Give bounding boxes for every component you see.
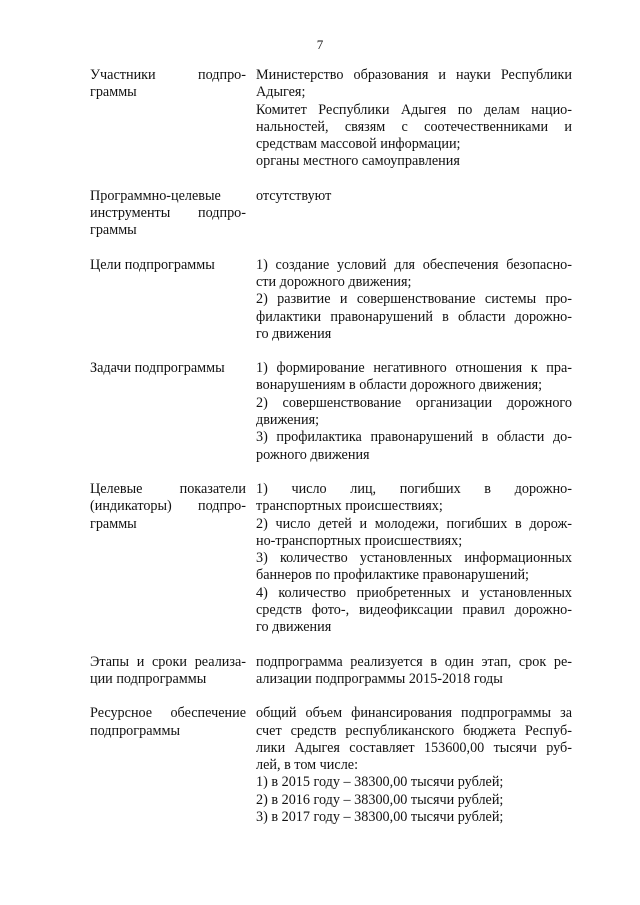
- row-label-line: Этапы и сроки реализа-: [90, 653, 246, 670]
- row-value: [256, 67, 572, 171]
- passport-row-participants: [90, 67, 572, 171]
- row-value-line: 4) количество приобретенных и установленных: [256, 584, 572, 601]
- row-value-line: рожного движения: [256, 446, 370, 463]
- row-value: [256, 360, 572, 464]
- row-value-line: подпрограмма реализуется в один этап, срок ре-: [256, 653, 572, 670]
- row-value-line: органы местного самоуправления: [256, 153, 460, 170]
- row-gap: [90, 171, 572, 188]
- row-value-line: 3) профилактика правонарушений в области до-: [256, 429, 572, 446]
- row-value-line: движения;: [256, 412, 320, 429]
- row-value-line: нальностей, связям с соотечественниками и: [256, 118, 572, 135]
- row-value-line: средств фото-, видеофиксации правил дорожно-: [256, 602, 572, 619]
- row-label-line: ции подпрограммы: [90, 670, 207, 687]
- row-value-line: Адыгея;: [256, 84, 306, 101]
- row-value-line: 2) развитие и совершенствование системы про-: [256, 291, 572, 308]
- row-gap: [90, 688, 572, 705]
- row-gap: [90, 637, 572, 654]
- row-label: [90, 188, 246, 240]
- subprogram-passport-table: [90, 67, 572, 826]
- row-label-line: Ресурсное обеспечение: [90, 705, 246, 722]
- row-value-line: но-транспортных происшествиях;: [256, 532, 463, 549]
- row-value: [256, 481, 572, 637]
- row-value: [256, 188, 572, 205]
- row-value: [256, 257, 572, 343]
- row-value-line: 2) совершенствование организации дорожного: [256, 394, 572, 411]
- row-label-line: Программно-целевые: [90, 187, 221, 204]
- row-label-line: Цели подпрограммы: [90, 256, 215, 273]
- row-value-line: 3) в 2017 году – 38300,00 тысячи рублей;: [256, 808, 504, 825]
- page-number: 7: [316, 37, 324, 52]
- row-value-line: отсутствуют: [256, 187, 332, 204]
- row-label-line: граммы: [90, 84, 137, 101]
- row-value-line: 3) количество установленных информационных: [256, 550, 572, 567]
- passport-row-stages-and-terms: [90, 654, 572, 689]
- row-label: [90, 360, 246, 377]
- row-gap: [90, 240, 572, 257]
- row-label: [90, 67, 246, 102]
- passport-row-resource-provision: [90, 705, 572, 826]
- row-gap: [90, 464, 572, 481]
- row-value-line: счет средств республиканского бюджета Респуб-: [256, 722, 572, 739]
- row-value-line: 2) число детей и молодежи, погибших в дорож-: [256, 515, 572, 532]
- row-label: [90, 257, 246, 274]
- row-label-line: граммы: [90, 222, 137, 239]
- row-value-line: 1) число лиц, погибших в дорожно-: [256, 480, 572, 497]
- passport-row-program-target-instruments: [90, 188, 572, 240]
- row-label-line: инструменты подпро-: [90, 205, 246, 222]
- row-value: [256, 654, 572, 689]
- row-value-line: 1) создание условий для обеспечения безопасно-: [256, 256, 572, 273]
- passport-row-target-indicators: [90, 481, 572, 637]
- row-value-line: сти дорожного движения;: [256, 273, 412, 290]
- row-value-line: филактики правонарушений в области дорожно-: [256, 308, 572, 325]
- row-value-line: лей, в том числе:: [256, 757, 359, 774]
- row-value-line: баннеров по профилактике правонарушений;: [256, 567, 529, 584]
- row-value-line: общий объем финансирования подпрограммы за: [256, 705, 572, 722]
- row-value-line: го движения: [256, 325, 332, 342]
- row-value-line: 1) в 2015 году – 38300,00 тысячи рублей;: [256, 774, 504, 791]
- row-label-line: Задачи подпрограммы: [90, 360, 225, 377]
- row-value-line: лики Адыгея составляет 153600,00 тысячи руб-: [256, 739, 572, 756]
- passport-row-tasks: [90, 360, 572, 464]
- row-label-line: (индикаторы) подпро-: [90, 498, 246, 515]
- row-label: [90, 705, 246, 740]
- row-value-line: ализации подпрограммы 2015-2018 годы: [256, 670, 503, 687]
- row-label-line: граммы: [90, 515, 137, 532]
- row-label-line: Участники подпро-: [90, 67, 246, 83]
- passport-row-goals: [90, 257, 572, 343]
- row-value-line: 1) формирование негативного отношения к пра-: [256, 360, 572, 377]
- row-value-line: Комитет Республики Адыгея по делам нацио-: [256, 101, 572, 118]
- row-value-line: транспортных происшествиях;: [256, 498, 443, 515]
- row-value-line: го движения: [256, 619, 332, 636]
- row-label-line: подпрограммы: [90, 722, 180, 739]
- row-label: [90, 481, 246, 533]
- row-value-line: Министерство образования и науки Республики: [256, 67, 572, 83]
- row-value-line: средствам массовой информации;: [256, 136, 461, 153]
- row-gap: [90, 343, 572, 360]
- row-value: [256, 705, 572, 826]
- row-label: [90, 654, 246, 689]
- row-value-line: 2) в 2016 году – 38300,00 тысячи рублей;: [256, 791, 504, 808]
- row-value-line: вонарушениям в области дорожного движения;: [256, 377, 543, 394]
- row-label-line: Целевые показатели: [90, 480, 246, 497]
